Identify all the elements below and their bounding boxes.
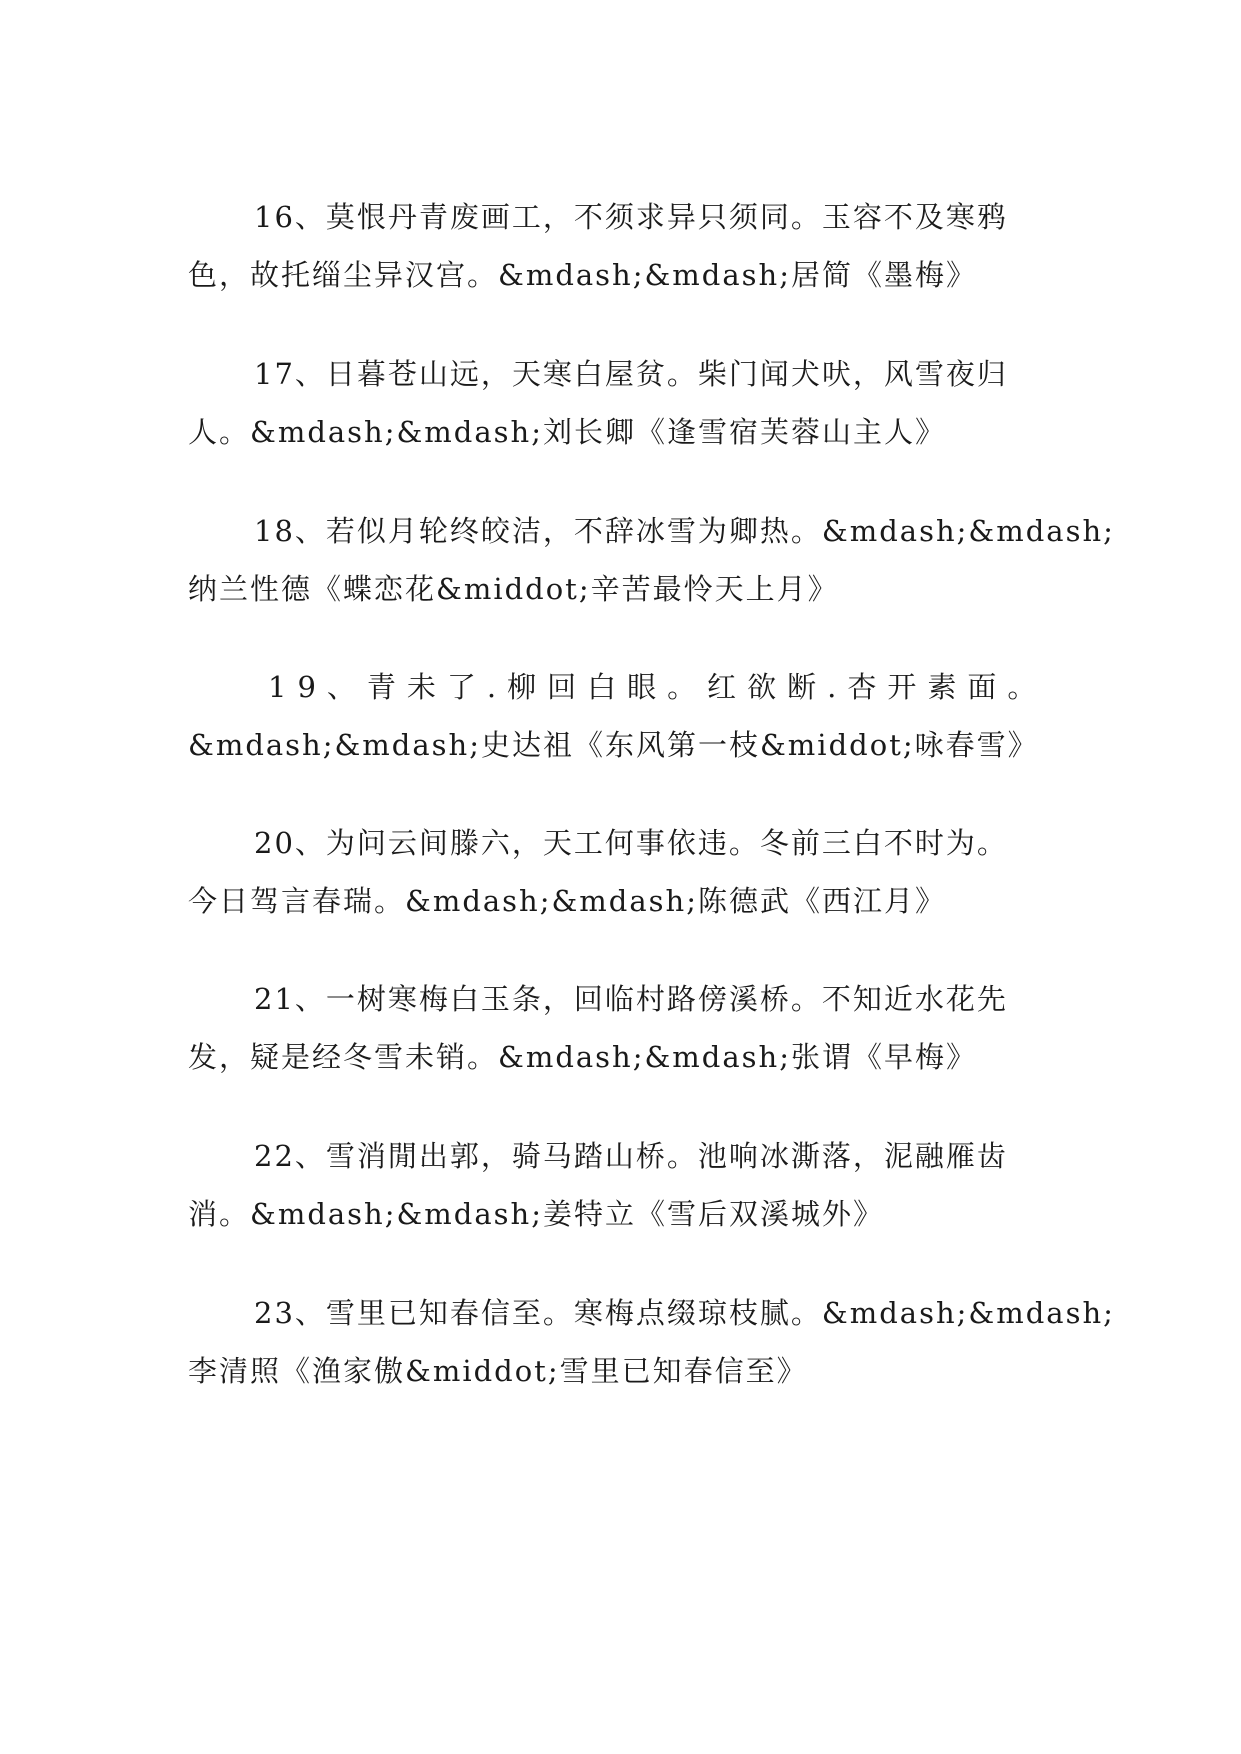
poem-entry-line: 发，疑是经冬雪未销。&mdash;&mdash;张谓《早梅》 xyxy=(188,1040,977,1074)
poem-entry-line: 色，故托缁尘异汉宫。&mdash;&mdash;居简《墨梅》 xyxy=(188,258,977,292)
poem-entry-line: 22、雪消閒出郭，骑马踏山桥。池响冰澌落，泥融雁齿 xyxy=(254,1139,1008,1173)
poem-entry-line: 今日驾言春瑞。&mdash;&mdash;陈德武《西江月》 xyxy=(188,884,946,918)
poem-entry-line: 17、日暮苍山远，天寒白屋贫。柴门闻犬吠，风雪夜归 xyxy=(254,357,1008,391)
poem-entry-line: 23、雪里已知春信至。寒梅点缀琼枝腻。&mdash;&mdash; xyxy=(254,1296,1115,1330)
poem-entry-line: 人。&mdash;&mdash;刘长卿《逢雪宿芙蓉山主人》 xyxy=(188,415,946,449)
poem-entry-line: &mdash;&mdash;史达祖《东风第一枝&middot;咏春雪》 xyxy=(188,728,1039,762)
poem-entry-line: 18、若似月轮终皎洁，不辞冰雪为卿热。&mdash;&mdash; xyxy=(254,514,1115,548)
poem-entry-line: 16、莫恨丹青废画工，不须求异只须同。玉容不及寒鸦 xyxy=(254,200,1008,234)
poem-entry-line: 19、青未了.柳回白眼。红欲断.杏开素面。 xyxy=(268,670,1048,704)
poem-entry-line: 纳兰性德《蝶恋花&middot;辛苦最怜天上月》 xyxy=(188,572,839,606)
poem-entry-line: 21、一树寒梅白玉条，回临村路傍溪桥。不知近水花先 xyxy=(254,982,1008,1016)
poem-entry-line: 消。&mdash;&mdash;姜特立《雪后双溪城外》 xyxy=(188,1197,884,1231)
poem-entry-line: 20、为问云间滕六，天工何事依违。冬前三白不时为。 xyxy=(254,826,1008,860)
poem-entry-line: 李清照《渔家傲&middot;雪里已知春信至》 xyxy=(188,1354,808,1388)
